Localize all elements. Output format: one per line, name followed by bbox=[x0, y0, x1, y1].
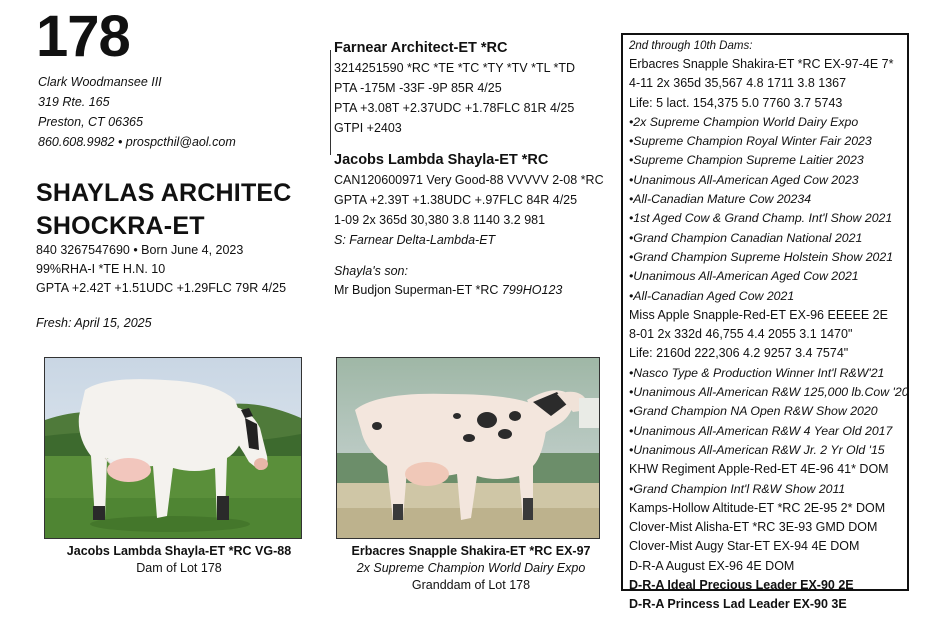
caption-name: Jacobs Lambda Shayla-ET *RC VG-88 bbox=[66, 544, 292, 558]
dams-line: •Grand Champion Supreme Holstein Show 2021 bbox=[629, 249, 894, 264]
dam-sire-line: S: Farnear Delta-Lambda-ET bbox=[334, 233, 496, 247]
son-block bbox=[334, 262, 562, 300]
lot-number: 178 bbox=[36, 4, 130, 69]
dams-line: Clover-Mist Alisha-ET *RC 3E-93 GMD DOM bbox=[629, 520, 878, 535]
consignor-info bbox=[38, 72, 236, 152]
dams-line: •Unanimous All-American R&W 125,000 lb.Cow '20 bbox=[629, 385, 909, 400]
dam-name: Jacobs Lambda Shayla-ET *RC bbox=[334, 152, 549, 168]
sire-block bbox=[334, 38, 575, 138]
dams-line: Miss Apple Snapple-Red-ET EX-96 EEEEE 2E bbox=[629, 307, 888, 322]
consignor-name: Clark Woodmansee III bbox=[38, 75, 162, 89]
consignor-contact: 860.608.9982 • prospcthil@aol.com bbox=[38, 135, 236, 149]
animal-gpta: GPTA +2.42T +1.51UDC +1.29FLC 79R 4/25 bbox=[36, 281, 287, 295]
dam-photo-image bbox=[45, 358, 301, 538]
dam-line: 1-09 2x 365d 30,380 3.8 1140 3.2 981 bbox=[334, 213, 546, 227]
dams-line: D-R-A Princess Lad Leader EX-90 3E bbox=[629, 597, 847, 612]
son-name: Mr Budjon Superman-ET *RC bbox=[334, 283, 499, 297]
animal-reg-born: 840 3267547690 • Born June 4, 2023 bbox=[36, 243, 244, 257]
fresh-date: Fresh: April 15, 2025 bbox=[36, 316, 152, 330]
caption-award: 2x Supreme Champion World Dairy Expo bbox=[356, 561, 586, 575]
granddam-photo bbox=[336, 357, 600, 539]
animal-rha: 99%RHA-I *TE H.N. 10 bbox=[36, 262, 166, 276]
sire-line: PTA +3.08T +2.37UDC +1.78FLC 81R 4/25 bbox=[334, 101, 575, 115]
dams-line: •Unanimous All-American Aged Cow 2021 bbox=[629, 269, 859, 284]
dams-box-title: 2nd through 10th Dams: bbox=[629, 40, 753, 52]
dams-line: •Grand Champion Canadian National 2021 bbox=[629, 230, 863, 245]
dams-line: •Supreme Champion Royal Winter Fair 2023 bbox=[629, 134, 872, 149]
caption-relation: Dam of Lot 178 bbox=[136, 561, 222, 575]
caption-relation: Granddam of Lot 178 bbox=[411, 578, 531, 592]
dams-line: •Nasco Type & Production Winner Int'l R&W'21 bbox=[629, 365, 885, 380]
dams-line: 8-01 2x 332d 46,755 4.4 2055 3.1 1470" bbox=[629, 327, 853, 342]
animal-name-line2: SHOCKRA-ET bbox=[36, 212, 205, 240]
dam-photo-caption bbox=[44, 543, 314, 577]
dams-line: Kamps-Hollow Altitude-ET *RC 2E-95 2* DOM bbox=[629, 500, 886, 515]
dam-line: CAN120600971 Very Good-88 VVVVV 2-08 *RC bbox=[334, 173, 604, 187]
dams-line: •2x Supreme Champion World Dairy Expo bbox=[629, 114, 859, 129]
dams-pedigree-box bbox=[621, 33, 909, 612]
granddam-photo-caption bbox=[330, 543, 612, 594]
dams-line: •All-Canadian Mature Cow 20234 bbox=[629, 192, 812, 207]
dams-line: •Unanimous All-American R&W Jr. 2 Yr Old '15 bbox=[629, 442, 885, 457]
granddam-photo-image bbox=[337, 358, 599, 538]
dams-line: D-R-A Ideal Precious Leader EX-90 2E bbox=[629, 578, 854, 593]
son-code: 799HO123 bbox=[501, 283, 563, 297]
dam-photo bbox=[44, 357, 302, 539]
sire-name: Farnear Architect-ET *RC bbox=[334, 40, 508, 56]
dams-line: •Unanimous All-American Aged Cow 2023 bbox=[629, 172, 859, 187]
sire-line: GTPI +2403 bbox=[334, 121, 402, 135]
dams-line: •Unanimous All-American R&W 4 Year Old 2017 bbox=[629, 423, 893, 438]
sire-line: PTA -175M -33F -9P 85R 4/25 bbox=[334, 81, 502, 95]
dams-line: Life: 5 lact. 154,375 5.0 7760 3.7 5743 bbox=[629, 95, 843, 110]
dams-line: •All-Canadian Aged Cow 2021 bbox=[629, 288, 795, 303]
son-name-line bbox=[334, 281, 562, 300]
dams-line: D-R-A August EX-96 4E DOM bbox=[629, 558, 795, 573]
dams-line: Clover-Mist Augy Star-ET EX-94 4E DOM bbox=[629, 539, 860, 554]
dams-line: •Grand Champion Int'l R&W Show 2011 bbox=[629, 481, 846, 496]
dams-line: •Supreme Champion Supreme Laitier 2023 bbox=[629, 153, 864, 168]
consignor-city: Preston, CT 06365 bbox=[38, 115, 143, 129]
sire-line: 3214251590 *RC *TE *TC *TY *TV *TL *TD bbox=[334, 61, 576, 75]
dam-line: GPTA +2.39T +1.38UDC +.97FLC 84R 4/25 bbox=[334, 193, 578, 207]
dams-line: Life: 2160d 222,306 4.2 9257 3.4 7574" bbox=[629, 346, 849, 361]
son-label: Shayla's son: bbox=[334, 264, 408, 278]
dams-line: •Grand Champion NA Open R&W Show 2020 bbox=[629, 404, 878, 419]
animal-name bbox=[36, 177, 292, 243]
animal-name-line1: SHAYLAS ARCHITEC bbox=[36, 179, 292, 207]
dams-line: 4-11 2x 365d 35,567 4.8 1711 3.8 1367 bbox=[629, 76, 847, 91]
caption-name: Erbacres Snapple Shakira-ET *RC EX-97 bbox=[351, 544, 591, 558]
dams-line: •1st Aged Cow & Grand Champ. Int'l Show 2021 bbox=[629, 211, 893, 226]
dam-block bbox=[334, 150, 604, 250]
pedigree-divider bbox=[330, 50, 331, 155]
animal-info bbox=[36, 241, 286, 298]
dams-line: Erbacres Snapple Shakira-ET *RC EX-97-4E 7* bbox=[629, 57, 894, 71]
consignor-address: 319 Rte. 165 bbox=[38, 95, 110, 109]
dams-line: KHW Regiment Apple-Red-ET 4E-96 41* DOM bbox=[629, 462, 889, 477]
